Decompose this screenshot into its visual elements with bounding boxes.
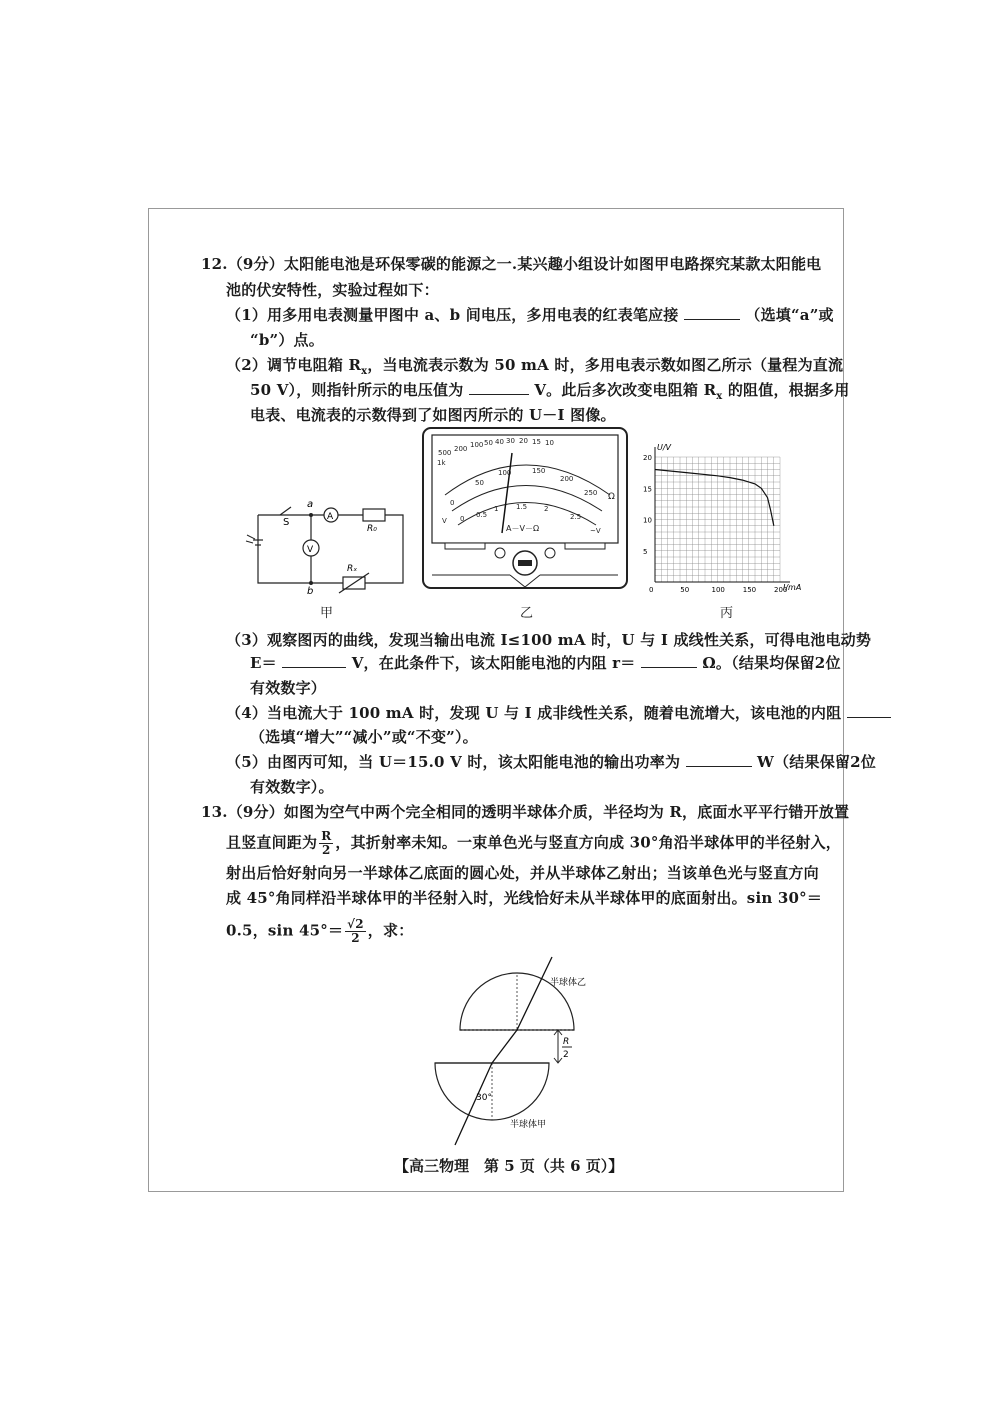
meter-top-tick-7: 30	[506, 437, 515, 445]
q13-line1: 13.（9分）如图为空气中两个完全相同的透明半球体介质，半径均为 R，底面水平平行错开放置	[201, 803, 850, 821]
meter-bottom-tick-1: 0	[460, 515, 465, 523]
chart-x-tick-label: 0	[649, 586, 654, 594]
meter-mid-tick-6: 250	[584, 489, 598, 497]
q12-part2-sub-d: x	[716, 391, 723, 402]
hemi-label-jia: 半球体甲	[510, 1120, 547, 1130]
answer-blank-5[interactable]	[847, 703, 891, 718]
q12-part2-sub-a: x	[361, 366, 368, 377]
q12-part2-line2	[250, 380, 849, 407]
meter-mid-tick-1: 0	[450, 499, 455, 507]
figure-yi-label: 乙	[520, 606, 534, 621]
q12-part3-line1: （3）观察图丙的曲线，发现当输出电流 I≤100 mA 时，U 与 I 成线性关系，可得电池电动势	[226, 631, 872, 649]
q12-part3-E: E＝	[250, 654, 277, 672]
answer-blank-3[interactable]	[282, 653, 346, 668]
answer-blank-1[interactable]	[684, 305, 740, 320]
q13-line5	[226, 918, 413, 945]
chart-y-tick-label: 10	[643, 516, 652, 525]
circuit-diagram	[243, 495, 413, 595]
q12-part3-text-c: V，在此条件下，该太阳能电池的内阻 r＝	[351, 654, 636, 672]
q12-part1-cont: “b”）点。	[250, 331, 324, 349]
answer-blank-4[interactable]	[641, 653, 697, 668]
q12-part2-text-c: 50 V），则指针所示的电压值为	[250, 381, 464, 399]
chart-xlabel: I/mA	[783, 583, 802, 592]
meter-bottom-tick-5: 2	[544, 505, 549, 513]
q12-part4-text: （4）当电流大于 100 mA 时，发现 U 与 I 成非线性关系，随着电流增大，该电池的内阻	[226, 704, 842, 722]
circuit-ammeter-label: A	[327, 512, 334, 522]
q12-part2-text-a: （2）调节电阻箱 R	[226, 356, 362, 374]
meter-top-tick-2: 1k	[437, 459, 446, 467]
meter-top-tick-6: 40	[495, 438, 504, 446]
q12-line1: 12.（9分）太阳能电池是环保零碳的能源之一.某兴趣小组设计如图甲电路探究某款太阳能电	[201, 255, 822, 273]
meter-mid-tick-4: 150	[532, 467, 546, 475]
q13-line2-b: ，其折射率未知。一束单色光与竖直方向成 30°角沿半球体甲的半径射入，	[335, 833, 841, 852]
circuit-node-b: b	[307, 586, 314, 595]
chart-series-line	[655, 470, 774, 526]
hemi-R-den: 2	[563, 1050, 569, 1060]
chart-y-tick-label: 15	[643, 485, 652, 494]
q12-part5-line1	[226, 752, 876, 772]
hemisphere-diagram	[430, 955, 630, 1150]
circuit-R0-label: R₀	[367, 524, 377, 534]
meter-top-tick-10: 10	[545, 439, 554, 447]
q13-line2-a: 且竖直间距为	[226, 833, 318, 852]
meter-top-tick-1: 500	[438, 449, 452, 457]
answer-blank-6[interactable]	[686, 752, 752, 767]
chart-axes	[655, 447, 790, 582]
meter-mid-tick-3: 100	[498, 469, 512, 477]
meter-center-label: A－V－Ω	[506, 524, 540, 533]
page-footer: 【高三物理 第 5 页（共 6 页）】	[394, 1157, 624, 1175]
q12-part1	[226, 305, 834, 325]
meter-top-tick-3: 200	[454, 445, 468, 453]
q13-fraction-sqrt2-over-2: $\frac{√2}{2}$	[347, 917, 364, 945]
meter-top-tick-9: 15	[532, 438, 541, 446]
chart-y-tick-label: 5	[643, 547, 648, 556]
q12-part4-line2: （选填“增大”“减小”或“不变”）。	[250, 728, 478, 746]
hemi-angle-label: 30°	[476, 1093, 492, 1103]
chart-x-tick-label: 150	[742, 586, 757, 594]
ui-chart	[635, 440, 815, 600]
q13-line4: 成 45°角同样沿半球体甲的半径射入时，光线恰好未从半球体甲的底面射出。sin 30°＝	[226, 889, 823, 907]
meter-omega: Ω	[608, 492, 615, 502]
meter-top-tick-5: 50	[484, 439, 493, 447]
meter-top-tick-4: 100	[470, 441, 484, 449]
q12-line2: 池的伏安特性，实验过程如下：	[226, 281, 439, 299]
meter-top-tick-8: 20	[519, 437, 528, 445]
q13-line5-a: 0.5，sin 45°＝	[226, 921, 344, 940]
hemi-label-yi: 半球体乙	[550, 978, 587, 988]
q12-part2-text-d: V。此后多次改变电阻箱 R	[534, 381, 717, 399]
figure-jia-label: 甲	[320, 606, 334, 621]
q12-part1-hint: （选填“a”或	[745, 306, 834, 324]
q13-fraction-R-over-2: $\frac{R}{2}$	[321, 829, 332, 857]
chart-x-tick-label: 100	[711, 586, 725, 594]
multimeter-diagram	[420, 425, 630, 595]
chart-ylabel: U/V	[657, 443, 672, 452]
chart-x-tick-label: 200	[774, 586, 788, 594]
q13-line2	[226, 830, 841, 857]
q12-part5-line2: 有效数字）。	[250, 778, 334, 796]
q12-part1-text: （1）用多用电表测量甲图中 a、b 间电压，多用电表的红表笔应接	[226, 306, 679, 324]
q12-part2-line1	[226, 355, 843, 382]
chart-y-tick-label: 20	[643, 454, 652, 462]
chart-x-tick-label: 50	[680, 586, 690, 594]
meter-bottom-tick-2: 0.5	[476, 511, 488, 519]
q12-part5-text: （5）由图丙可知，当 U＝15.0 V 时，该太阳能电池的输出功率为	[226, 753, 681, 771]
meter-mid-tick-5: 200	[560, 475, 574, 483]
q12-part2-line3: 电表、电流表的示数得到了如图丙所示的 U－I 图像。	[250, 406, 616, 424]
q13-line5-b: ，求：	[367, 921, 414, 940]
circuit-Rx-label: Rₓ	[347, 564, 358, 574]
meter-right-V: ~V	[590, 527, 601, 535]
meter-bottom-tick-6: 2.5	[570, 513, 582, 521]
meter-left-V: V	[442, 517, 447, 525]
q12-part2-text-e: 的阻值，根据多用	[722, 381, 850, 399]
q12-part3-line2	[250, 653, 841, 673]
meter-bottom-tick-3: 1	[494, 505, 499, 513]
figure-bing-label: 丙	[720, 606, 734, 621]
circuit-switch-label: S	[283, 517, 290, 528]
q12-part2-text-b: ，当电流表示数为 50 mA 时，多用电表示数如图乙所示（量程为直流	[367, 356, 844, 374]
circuit-node-a: a	[307, 499, 314, 510]
q13-line3: 射出后恰好射向另一半球体乙底面的圆心处，并从半球体乙射出；当该单色光与竖直方向	[226, 864, 819, 882]
hemi-R-num: R	[563, 1037, 570, 1047]
circuit-voltmeter-label: V	[307, 545, 314, 555]
q12-part5-text-b: W（结果保留2位	[757, 753, 876, 771]
q12-part3-line3: 有效数字）	[250, 679, 327, 697]
q12-part3-text-d: Ω。（结果均保留2位	[702, 654, 841, 672]
meter-mid-tick-2: 50	[475, 479, 484, 487]
answer-blank-2[interactable]	[469, 380, 529, 395]
q12-part4-line1	[226, 703, 891, 723]
meter-bottom-tick-4: 1.5	[516, 503, 528, 511]
